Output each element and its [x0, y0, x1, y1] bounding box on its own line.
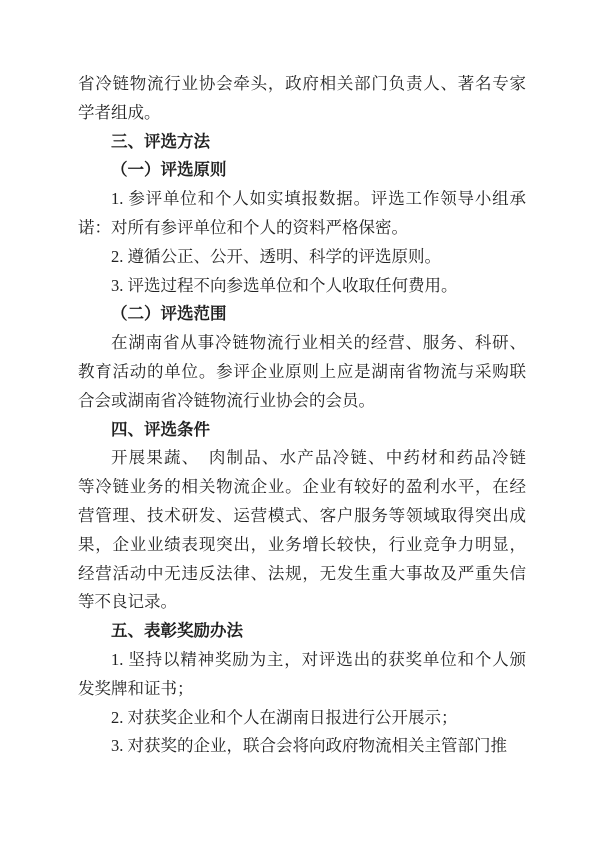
paragraph [78, 444, 526, 617]
text-line: 四、评选条件 [111, 420, 210, 439]
text-line: 学者组成。 [78, 102, 161, 122]
text-line: 经营活动中无违反法律、法规，无发生重大事故及严重失信 [78, 563, 526, 583]
text-line: 三、评选方法 [111, 132, 210, 151]
subsection-heading [78, 300, 526, 329]
section-heading [78, 416, 526, 445]
paragraph [78, 243, 526, 272]
text-line: 省冷链物流行业协会牵头，政府相关部门负责人、著名专家 [78, 74, 526, 93]
text-line: 在湖南省从事冷链物流行业相关的经营、服务、科研、 [111, 333, 526, 353]
paragraph [78, 732, 526, 761]
document-body [78, 70, 526, 761]
text-line: 3. 评选过程不向参选单位和个人收取任何费用。 [111, 275, 458, 295]
text-line: 开展果蔬、 肉制品、水产品冷链、中药材和药品冷链 [111, 448, 526, 468]
paragraph [78, 646, 526, 704]
text-line: 1. 坚持以精神奖励为主，对评选出的获奖单位和个人颁 [111, 649, 526, 669]
text-line: 发奖牌和证书； [78, 678, 194, 698]
section-heading [78, 128, 526, 157]
subsection-heading [78, 156, 526, 185]
text-line: 2. 对获奖企业和个人在湖南日报进行公开展示； [111, 707, 458, 727]
text-line: 营管理、技术研发、运营模式、客户服务等领域取得突出成 [78, 505, 526, 525]
section-heading [78, 617, 526, 646]
text-line: 教育活动的单位。参评企业原则上应是湖南省物流与采购联 [78, 361, 526, 381]
text-line: （二）评选范围 [111, 304, 227, 324]
paragraph [78, 272, 526, 301]
text-line: 等冷链业务的相关物流企业。企业有较好的盈利水平，在经 [78, 477, 526, 497]
paragraph [78, 704, 526, 733]
text-line: 等不良记录。 [78, 592, 177, 612]
text-line: 3. 对获奖的企业，联合会将向政府物流相关主管部门推 [111, 736, 507, 756]
text-line: （一）评选原则 [111, 160, 227, 180]
paragraph [78, 70, 526, 128]
text-line: 诺：对所有参评单位和个人的资料严格保密。 [78, 217, 408, 237]
text-line: 五、表彰奖励办法 [111, 622, 243, 641]
text-line: 合会或湖南省冷链物流行业协会的会员。 [78, 390, 375, 410]
text-line: 果，企业业绩表现突出，业务增长较快，行业竞争力明显， [78, 534, 526, 554]
text-line: 1. 参评单位和个人如实填报数据。评选工作领导小组承 [111, 189, 526, 209]
paragraph [78, 185, 526, 243]
text-line: 2. 遵循公正、公开、透明、科学的评选原则。 [111, 246, 441, 266]
paragraph [78, 329, 526, 415]
